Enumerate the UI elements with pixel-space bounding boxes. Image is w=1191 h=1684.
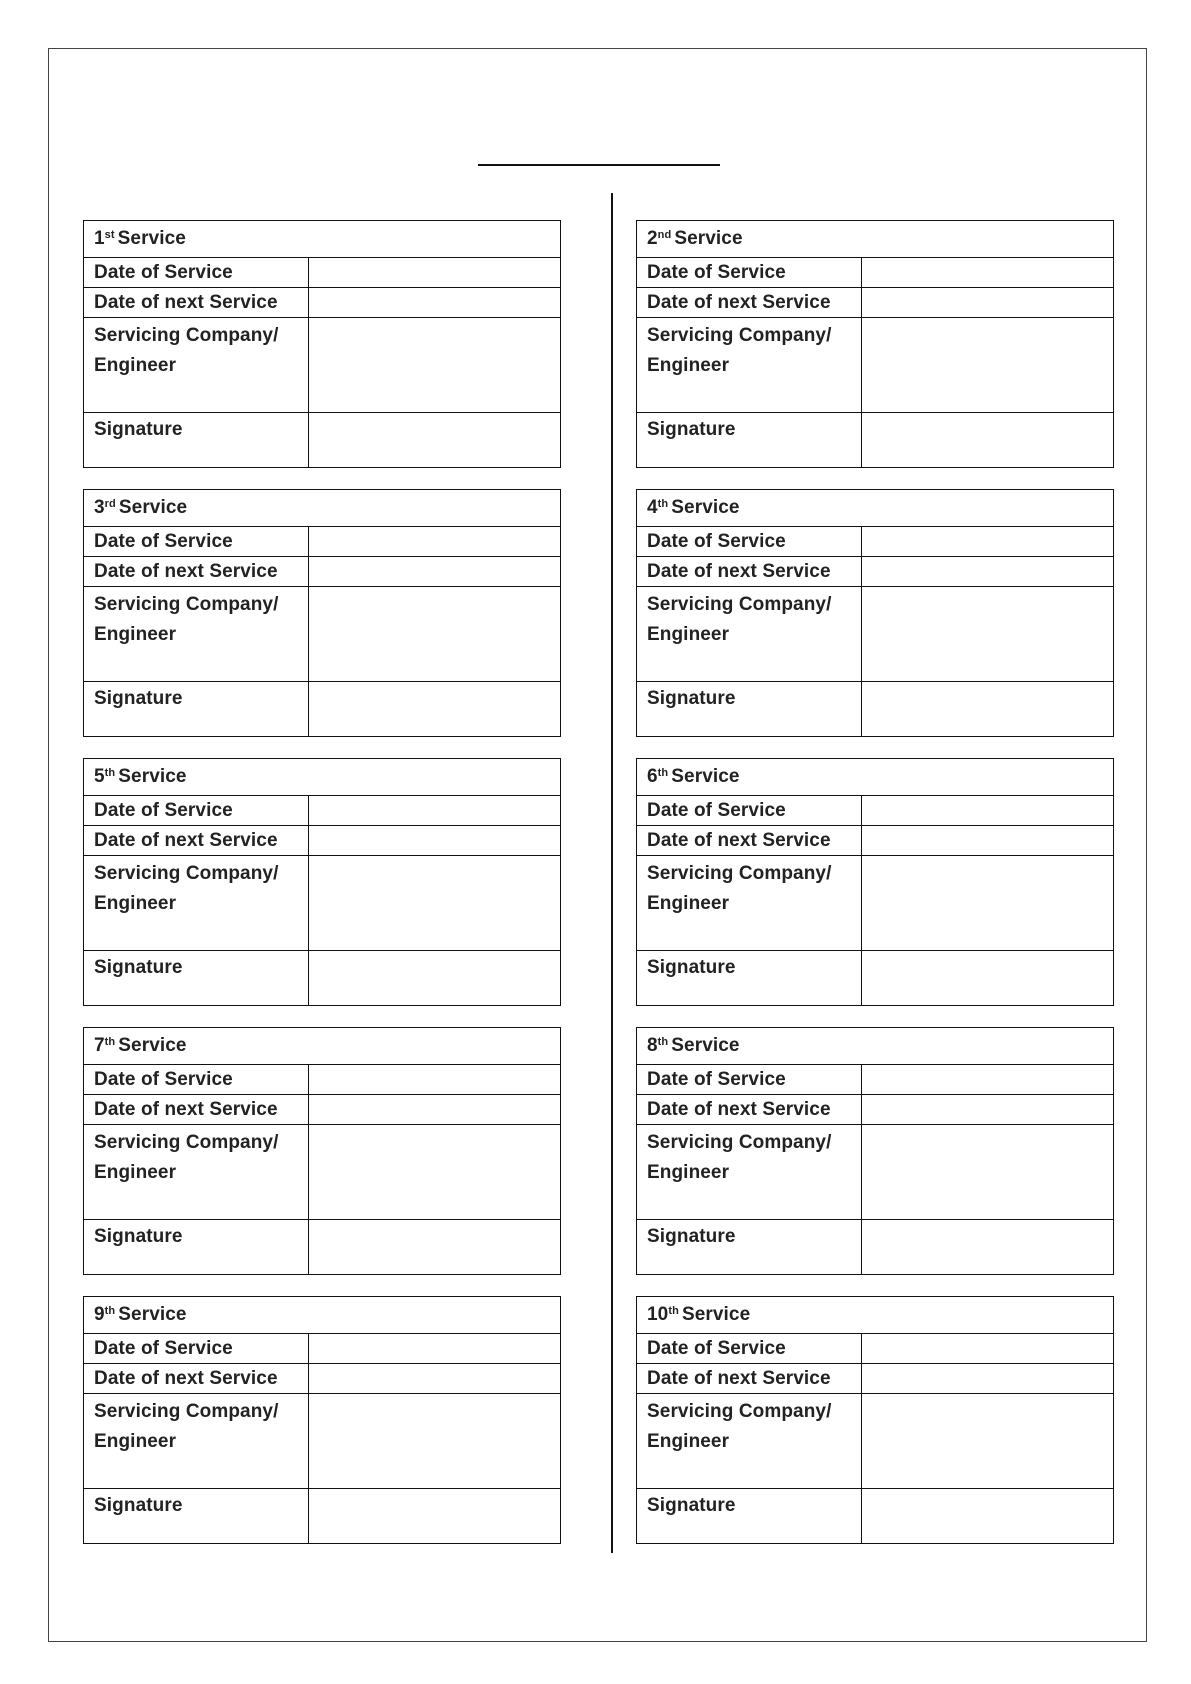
signature-field[interactable] xyxy=(309,951,561,1006)
signature-field[interactable] xyxy=(862,413,1114,468)
date-of-service-label: Date of Service xyxy=(84,527,309,557)
date-of-service-label: Date of Service xyxy=(84,796,309,826)
date-next-service-field[interactable] xyxy=(862,1095,1114,1125)
company-engineer-label: Servicing Company/ Engineer xyxy=(637,1125,862,1220)
date-of-service-field[interactable] xyxy=(309,527,561,557)
signature-field[interactable] xyxy=(862,682,1114,737)
date-next-service-field[interactable] xyxy=(309,826,561,856)
date-next-service-field[interactable] xyxy=(862,557,1114,587)
company-engineer-field[interactable] xyxy=(309,318,561,413)
column-divider xyxy=(611,193,613,1553)
service-card-9 xyxy=(83,1296,561,1544)
date-of-service-field[interactable] xyxy=(309,796,561,826)
date-of-service-label: Date of Service xyxy=(637,527,862,557)
signature-label: Signature xyxy=(637,1489,862,1544)
company-engineer-field[interactable] xyxy=(862,1125,1114,1220)
signature-label: Signature xyxy=(637,682,862,737)
signature-field[interactable] xyxy=(309,413,561,468)
service-card-10 xyxy=(636,1296,1114,1544)
service-heading: 2nd Service xyxy=(637,221,1113,258)
date-next-service-label: Date of next Service xyxy=(637,1364,862,1394)
service-heading: 5th Service xyxy=(84,759,560,796)
service-heading: 8th Service xyxy=(637,1028,1113,1065)
date-next-service-label: Date of next Service xyxy=(637,826,862,856)
service-heading: 9th Service xyxy=(84,1297,560,1334)
company-engineer-field[interactable] xyxy=(862,587,1114,682)
date-next-service-label: Date of next Service xyxy=(84,557,309,587)
service-card-3 xyxy=(83,489,561,737)
date-of-service-label: Date of Service xyxy=(84,1334,309,1364)
company-engineer-label: Servicing Company/ Engineer xyxy=(637,856,862,951)
date-next-service-label: Date of next Service xyxy=(84,1095,309,1125)
date-of-service-field[interactable] xyxy=(309,1065,561,1095)
signature-field[interactable] xyxy=(309,1220,561,1275)
date-next-service-label: Date of next Service xyxy=(84,288,309,318)
service-heading: 6th Service xyxy=(637,759,1113,796)
date-next-service-field[interactable] xyxy=(862,1364,1114,1394)
company-engineer-label: Servicing Company/ Engineer xyxy=(84,856,309,951)
date-of-service-label: Date of Service xyxy=(637,1334,862,1364)
company-engineer-label: Servicing Company/ Engineer xyxy=(84,587,309,682)
date-of-service-field[interactable] xyxy=(862,796,1114,826)
signature-field[interactable] xyxy=(862,1220,1114,1275)
company-engineer-field[interactable] xyxy=(309,1394,561,1489)
signature-field[interactable] xyxy=(862,1489,1114,1544)
signature-label: Signature xyxy=(84,951,309,1006)
signature-label: Signature xyxy=(637,951,862,1006)
title-underline xyxy=(478,164,720,166)
date-next-service-label: Date of next Service xyxy=(637,1095,862,1125)
signature-field[interactable] xyxy=(309,682,561,737)
signature-label: Signature xyxy=(84,1489,309,1544)
date-of-service-label: Date of Service xyxy=(637,1065,862,1095)
signature-label: Signature xyxy=(84,413,309,468)
signature-label: Signature xyxy=(84,1220,309,1275)
signature-field[interactable] xyxy=(309,1489,561,1544)
date-of-service-field[interactable] xyxy=(862,258,1114,288)
date-of-service-label: Date of Service xyxy=(84,258,309,288)
signature-label: Signature xyxy=(637,1220,862,1275)
date-next-service-field[interactable] xyxy=(309,1095,561,1125)
company-engineer-label: Servicing Company/ Engineer xyxy=(637,587,862,682)
service-card-8 xyxy=(636,1027,1114,1275)
service-heading: 4th Service xyxy=(637,490,1113,527)
date-of-service-field[interactable] xyxy=(862,527,1114,557)
company-engineer-field[interactable] xyxy=(309,587,561,682)
company-engineer-field[interactable] xyxy=(862,318,1114,413)
date-of-service-label: Date of Service xyxy=(637,796,862,826)
service-card-7 xyxy=(83,1027,561,1275)
date-next-service-label: Date of next Service xyxy=(637,288,862,318)
company-engineer-field[interactable] xyxy=(309,856,561,951)
company-engineer-label: Servicing Company/ Engineer xyxy=(637,318,862,413)
date-of-service-field[interactable] xyxy=(309,1334,561,1364)
service-card-4 xyxy=(636,489,1114,737)
service-card-2 xyxy=(636,220,1114,468)
date-of-service-field[interactable] xyxy=(309,258,561,288)
date-next-service-label: Date of next Service xyxy=(84,1364,309,1394)
date-next-service-field[interactable] xyxy=(862,288,1114,318)
date-of-service-field[interactable] xyxy=(862,1065,1114,1095)
company-engineer-label: Servicing Company/ Engineer xyxy=(637,1394,862,1489)
service-card-6 xyxy=(636,758,1114,1006)
company-engineer-field[interactable] xyxy=(862,1394,1114,1489)
service-heading: 1st Service xyxy=(84,221,560,258)
date-next-service-label: Date of next Service xyxy=(84,826,309,856)
date-next-service-field[interactable] xyxy=(309,557,561,587)
company-engineer-label: Servicing Company/ Engineer xyxy=(84,318,309,413)
service-heading: 3rd Service xyxy=(84,490,560,527)
signature-label: Signature xyxy=(84,682,309,737)
company-engineer-field[interactable] xyxy=(309,1125,561,1220)
date-next-service-label: Date of next Service xyxy=(637,557,862,587)
signature-label: Signature xyxy=(637,413,862,468)
company-engineer-label: Servicing Company/ Engineer xyxy=(84,1125,309,1220)
signature-field[interactable] xyxy=(862,951,1114,1006)
company-engineer-field[interactable] xyxy=(862,856,1114,951)
service-card-1 xyxy=(83,220,561,468)
date-next-service-field[interactable] xyxy=(862,826,1114,856)
date-next-service-field[interactable] xyxy=(309,1364,561,1394)
service-heading: 7th Service xyxy=(84,1028,560,1065)
date-of-service-label: Date of Service xyxy=(637,258,862,288)
company-engineer-label: Servicing Company/ Engineer xyxy=(84,1394,309,1489)
date-of-service-label: Date of Service xyxy=(84,1065,309,1095)
date-of-service-field[interactable] xyxy=(862,1334,1114,1364)
service-card-5 xyxy=(83,758,561,1006)
service-heading: 10th Service xyxy=(637,1297,1113,1334)
date-next-service-field[interactable] xyxy=(309,288,561,318)
